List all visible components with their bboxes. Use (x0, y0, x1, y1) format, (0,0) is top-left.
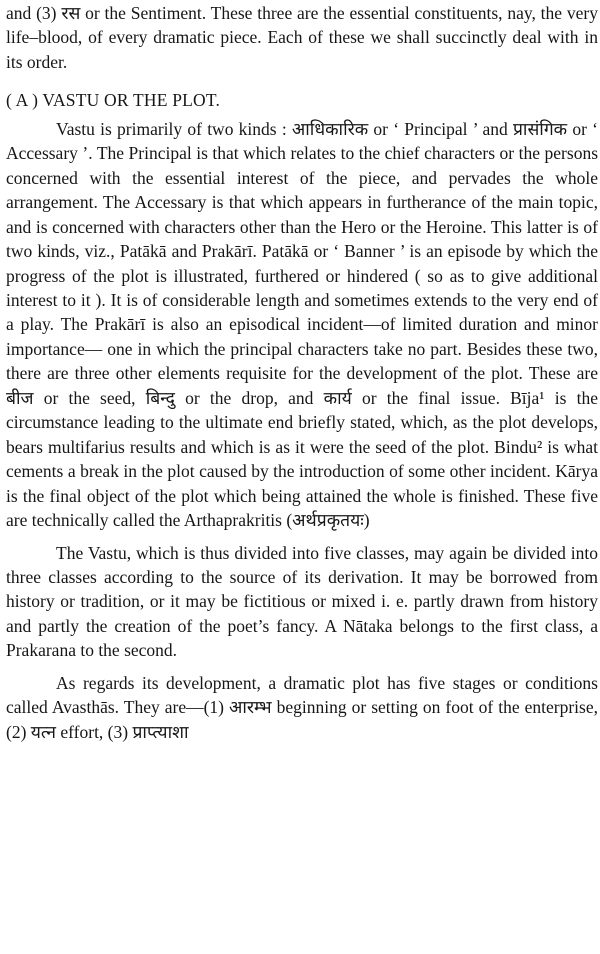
paragraph-classes: The Vastu, which is thus divided into five classes, may again be divided into three classes according to the source of its derivation. It may be borrowed from history or tradition, or it may be fictitious or mixed i. e. partly drawn from history and partly the creation of the poet’s fancy. A Nātaka belongs to the first class, a Prakarana to the second. (6, 542, 598, 661)
paragraph-vastu: Vastu is primarily of two kinds : आधिकारिक or ‘ Principal ’ and प्रासंगिक or ‘ Accessary ’. The Principal is that which relates to the chief characters or the persons concerned with the essential interest of the piece, and pervades the whole arrangement. The Accessary is that which appears in furtherance of the main topic, and is concerned with characters other than the Hero or the Heroine. This latter is of two kinds, viz., Patākā and Prakārī. Patākā or ‘ Banner ’ is an episode by which the progress of the plot is illustrated, furthered or hindered ( so as to give additional interest to it ). It is of considerable length and sometimes extends to the very end of a play. The Prakārī is also an episodical incident—of limited duration and minor importance— one in which the principal characters take no part. Besides these two, there are three other elements requisite for the development of the plot. These are बीज or the seed, बिन्दु or the drop, and कार्य or the final issue. Bīja¹ is the circumstance leading to the ultimate end briefly stated, which, as the plot develops, bears multifarius results and which is as it were the seed of the plot. Bindu² is what cements a break in the plot caused by the introduction of some other incident. Kārya is the final object of the plot which being attained the whole is finished. These five are technically called the Arthaprakritis (अर्थप्रकृतयः) (6, 118, 598, 531)
section-heading: ( A ) VASTU OR THE PLOT. (6, 90, 221, 111)
book-page (6, 0, 598, 744)
paragraph-intro: and (3) रस or the Sentiment. These three are the essential constituents, nay, the very life–blood, of every dramatic piece. Each of these we shall succinctly deal with in its order. (6, 3, 598, 72)
paragraph-development: As regards its development, a dramatic plot has five stages or conditions called Avasthās. They are—(1) आरम्भ beginning or setting on foot of the enterprise, (2) यत्न effort, (3) प्राप्त्याशा (6, 672, 598, 742)
